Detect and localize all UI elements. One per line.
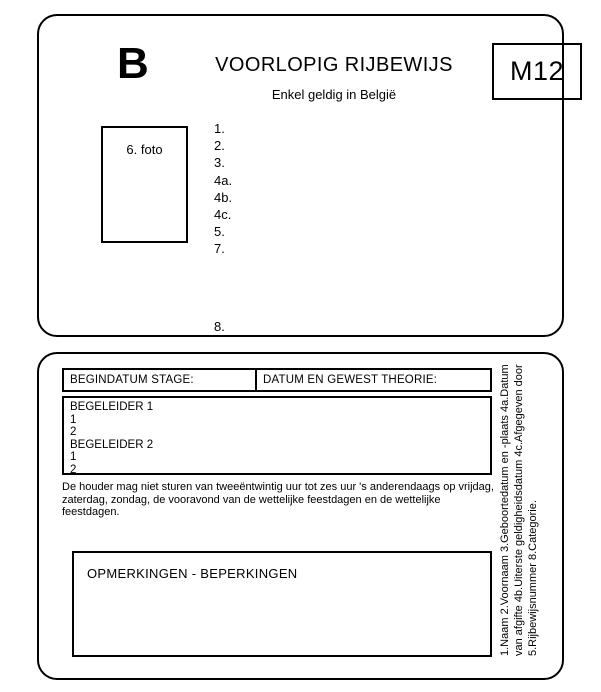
header-datum-gewest-theorie: DATUM EN GEWEST THEORIE:: [263, 374, 438, 386]
supervisor-line: BEGELEIDER 2: [70, 438, 154, 451]
legend-line: 1.Naam 2.Voornaam 3.Geboortedatum en -plaats 4a.Datum: [499, 364, 511, 656]
licence-front-card: [37, 14, 564, 337]
back-header-row: [62, 368, 492, 392]
field-number: 1.: [214, 121, 225, 136]
supervisor-line: 2: [70, 426, 77, 439]
photo-placeholder-box: [101, 126, 188, 243]
driving-restriction-notice: [62, 481, 494, 519]
notice-line: zaterdag, zondag, de vooravond van de wettelijke feestdagen en de wettelijke feestdagen.: [62, 493, 441, 519]
header-begindatum-stage: BEGINDATUM STAGE:: [64, 370, 257, 390]
document-subtitle: Enkel geldig in België: [271, 87, 397, 102]
document-code-box: [492, 43, 582, 100]
remarks-box: [72, 551, 492, 657]
supervisor-line: 1: [70, 413, 77, 426]
field-number: 4c.: [214, 207, 232, 223]
photo-label: 6. foto: [126, 142, 163, 157]
field-number-list: [214, 120, 232, 258]
field-number: 4b.: [214, 189, 233, 205]
field-number: 7.: [214, 241, 225, 257]
legend-line: 5.Rijbewijsnummer 8.Categorie.: [527, 500, 539, 656]
field-number-eight: 8.: [214, 319, 225, 334]
field-number: 2.: [214, 138, 225, 154]
field-number: 3.: [214, 155, 225, 171]
document-title: VOORLOPIG RIJBEWIJS: [215, 54, 453, 76]
document-code: M12: [509, 56, 565, 86]
supervisor-line: BEGELEIDER 1: [70, 401, 154, 413]
supervisors-box: [62, 396, 492, 475]
category-letter: B: [117, 39, 148, 88]
notice-line: De houder mag niet sturen van tweeëntwintig uur tot zes uur 's anderendaags op vrijdag,: [62, 481, 494, 493]
supervisor-line: 1: [70, 451, 77, 464]
field-number: 5.: [214, 224, 225, 240]
supervisor-line: 2: [70, 463, 77, 476]
remarks-label: OPMERKINGEN - BEPERKINGEN: [87, 566, 298, 581]
field-number: 4a.: [214, 172, 233, 188]
legend-line: van afgifte 4b.Uiterste geldigheidsdatum 4c.Afgegeven door: [513, 364, 525, 656]
rotated-field-legend: [500, 366, 546, 656]
